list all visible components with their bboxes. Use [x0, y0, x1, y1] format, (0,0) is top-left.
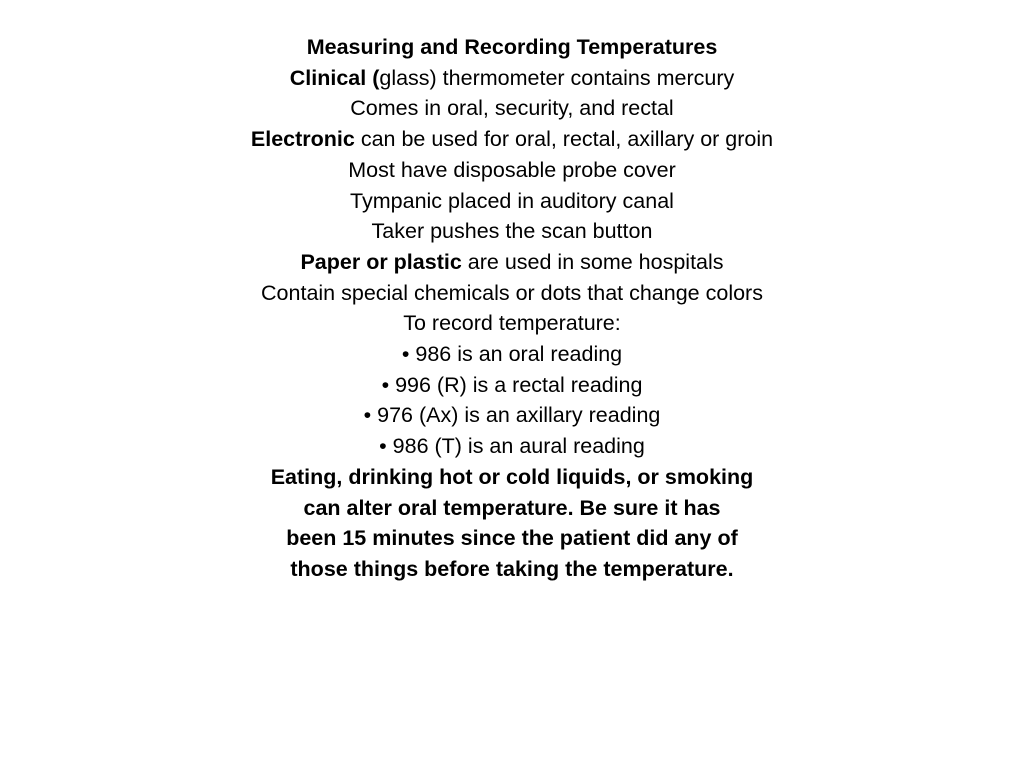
- electronic-label: Electronic: [250, 127, 355, 152]
- slide-content: [0, 32, 1024, 585]
- paper-chemicals: Contain special chemicals or dots that change colors: [261, 280, 763, 305]
- record-item-aural: • 986 (T) is an aural reading: [379, 434, 645, 459]
- warning-line-4: those things before taking the temperature.: [290, 556, 734, 581]
- electronic-tympanic: Tympanic placed in auditory canal: [350, 188, 674, 213]
- record-item-rectal: • 996 (R) is a rectal reading: [381, 372, 643, 397]
- warning-line-1: Eating, drinking hot or cold liquids, or smoking: [270, 464, 754, 489]
- record-item-oral: • 986 is an oral reading: [401, 342, 623, 367]
- paper-text: are used in some hospitals: [461, 249, 724, 274]
- warning-line-2: can alter oral temperature. Be sure it has: [303, 495, 721, 520]
- paper-label: Paper or plastic: [300, 249, 462, 274]
- clinical-label: Clinical (: [289, 65, 380, 90]
- electronic-scan: Taker pushes the scan button: [371, 219, 653, 244]
- clinical-text: glass) thermometer contains mercury: [379, 65, 735, 90]
- electronic-line: [0, 124, 1024, 155]
- clinical-line: [0, 63, 1024, 94]
- slide-title: Measuring and Recording Temperatures: [306, 35, 718, 59]
- electronic-text: can be used for oral, rectal, axillary or groin: [354, 127, 774, 152]
- warning-line-3: been 15 minutes since the patient did any of: [286, 526, 738, 551]
- paper-line: [0, 247, 1024, 278]
- electronic-probe: Most have disposable probe cover: [348, 157, 676, 182]
- record-item-axillary: • 976 (Ax) is an axillary reading: [363, 403, 661, 428]
- clinical-types: Comes in oral, security, and rectal: [350, 96, 674, 121]
- record-heading: To record temperature:: [403, 311, 621, 336]
